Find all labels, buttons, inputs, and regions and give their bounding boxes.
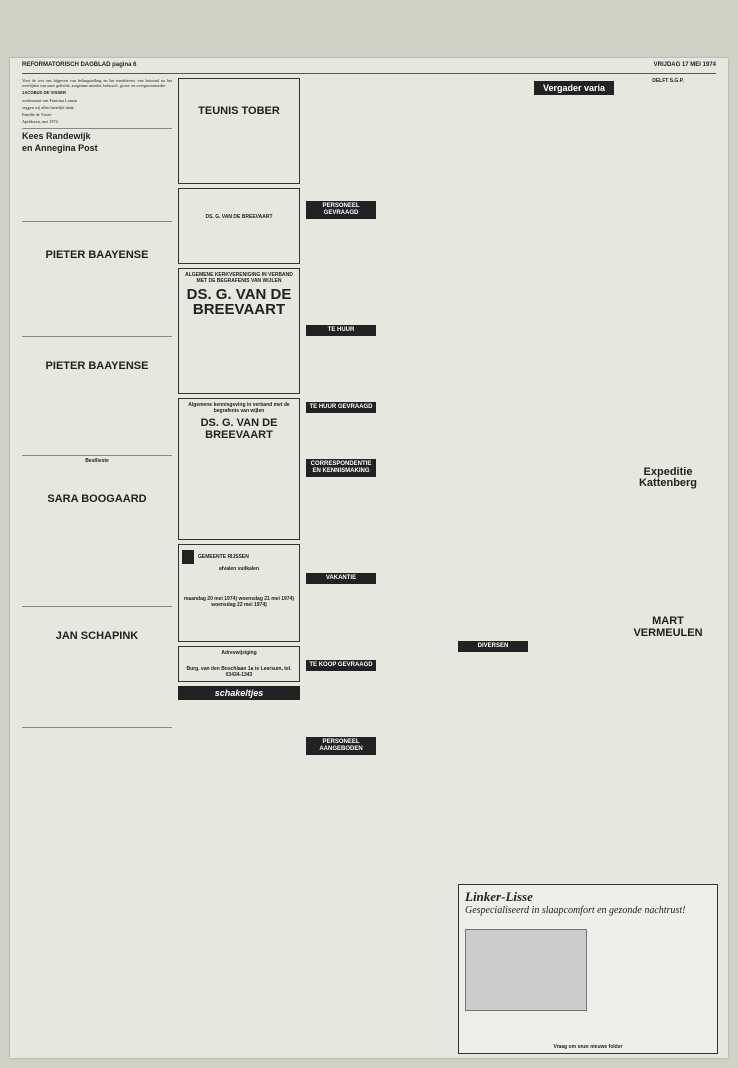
notice-heading-2: en Annegina Post	[22, 143, 98, 154]
notice-body	[22, 224, 172, 246]
section-personeel-aangeboden: PERSONEEL AANGEBODEN	[306, 737, 376, 755]
linker-lisse-ad	[458, 884, 718, 1054]
adres-heading: Adreswijziging	[221, 650, 257, 656]
classifieds-text	[306, 339, 376, 399]
notice-body	[182, 120, 296, 180]
gemeente-ad	[178, 544, 300, 642]
notice-subtext: weduwnaar van Francina Loman	[22, 97, 77, 103]
death-notice-1	[22, 224, 172, 337]
section-diversen: DIVERSEN	[458, 641, 528, 652]
classifieds-text	[306, 587, 376, 657]
notice-signature: Familie de Visser	[22, 112, 52, 118]
notice-body	[182, 220, 296, 260]
header-rule	[22, 73, 716, 74]
section-vakantie: VAKANTIE	[306, 573, 376, 584]
death-notice-2	[22, 339, 172, 456]
header-right: VRIJDAG 17 MEI 1974	[653, 62, 716, 68]
breevaart-notice-1	[178, 188, 300, 264]
notice-name: JAN SCHAPINK	[55, 630, 139, 643]
notice-heading: Algemene kennisgeving in verband met de begrafenis van wijlen	[188, 402, 290, 414]
notice-body	[22, 609, 172, 627]
notice-text: Voor de wet ons bijgeven van belangstelling en het medeleven, van betoond na het overlijden van onze geliefde, zorgzame moeder, behuwd-, groot- en overgrootmoeder	[22, 78, 172, 89]
notice-body	[22, 645, 172, 725]
section-corr: CORRESPONDENTIE EN KENNISMAKING	[306, 459, 376, 477]
classifieds-text	[458, 78, 528, 638]
birth-notice	[22, 131, 172, 222]
notice-name: PIETER BAAYENSE	[45, 249, 149, 262]
notice-body	[182, 82, 296, 102]
thanks-notice	[22, 78, 172, 129]
column-classifieds-1	[306, 78, 376, 1048]
death-notice-3	[22, 458, 172, 607]
breevaart-notice-2	[178, 268, 300, 394]
classifieds-text	[306, 416, 376, 456]
column-classifieds-2	[382, 78, 452, 1048]
section-te-koop-gevraagd: TE KOOP GEVRAAGD	[306, 660, 376, 671]
column-notices-2	[178, 78, 300, 1048]
notice-heading: ALGEMENE KERKVERENIGING IN VERBAND MET DE BEGRAFENIS VAN WIJLEN	[185, 272, 293, 284]
notice-body	[182, 656, 296, 666]
vergader-varia-heading: Vergader varia	[534, 81, 614, 95]
notice-name: DS. G. VAN DE BREEVAART	[186, 286, 292, 318]
notice-body	[182, 608, 296, 638]
classifieds-text	[458, 655, 528, 885]
linker-subtitle: Gespecialiseerd in slaapcomfort en gezonde nachtrust!	[465, 905, 686, 916]
notice-body	[182, 444, 296, 536]
classifieds-text	[306, 222, 376, 322]
gemeente-dates: maandag 20 mei 1974) woensdag 21 mei 1974) woensdag 22 mei 1974)	[183, 596, 295, 608]
death-notice-4	[22, 609, 172, 728]
classifieds-text	[178, 703, 300, 823]
notice-body	[182, 192, 296, 214]
expedi-heading: Expeditie Kattenberg	[638, 466, 698, 489]
notice-place: Apeldoorn, mei 1974	[22, 119, 58, 125]
gemeente-subtitle: afvalen vuilkalen	[218, 566, 260, 572]
crest-heading: DELFT S.G.P.	[652, 78, 684, 84]
ads-text	[620, 492, 716, 612]
breevaart-notice-3	[178, 398, 300, 540]
header-left: REFORMATORISCH DAGBLAD pagina 6	[22, 62, 137, 68]
linker-title: Linker-Lisse	[465, 889, 533, 904]
mart-heading: MART VERMEULEN	[633, 615, 703, 639]
notice-body	[22, 155, 172, 219]
notice-body	[22, 464, 172, 490]
notice-body	[182, 572, 296, 596]
notice-name: SARA BOOGAARD	[47, 493, 147, 506]
classifieds-text	[306, 480, 376, 570]
gemeente-name: GEMEENTE RIJSSEN	[198, 554, 249, 560]
linker-footer: Vraag om onze nieuwe folder	[553, 1044, 623, 1050]
column-family-notices	[22, 78, 172, 1048]
teunis-notice	[178, 78, 300, 184]
notice-heading: Kees Randewijk	[22, 131, 91, 142]
section-te-huur-gevraagd: TE HUUR GEVRAAGD	[306, 402, 376, 413]
church-text	[620, 84, 716, 464]
notice-name: PIETER BAAYENSE	[45, 360, 149, 373]
section-te-huur: TE HUUR	[306, 325, 376, 336]
classifieds-text	[306, 674, 376, 734]
linker-text	[591, 929, 711, 1009]
notice-name: TEUNIS TOBER	[198, 105, 280, 117]
schakeltjes-banner: schakeltjes	[178, 686, 300, 700]
gemeente-header	[182, 550, 296, 564]
classifieds-text	[306, 78, 376, 198]
classifieds-text	[306, 758, 376, 818]
notice-body	[182, 320, 296, 390]
notice-name: DS. G. VAN DE BREEVAART	[205, 214, 273, 220]
section-personeel: PERSONEEL GEVRAAGD	[306, 201, 376, 219]
gemeente-logo-icon	[182, 550, 194, 564]
notice-body	[22, 375, 172, 453]
adres-ad	[178, 646, 300, 682]
classifieds-text	[382, 78, 452, 978]
notice-body	[22, 508, 172, 604]
ads-text	[620, 642, 716, 682]
adres-address: Burg. van den Boschlaan 1a te Leersum, tel. 03434-1343	[186, 666, 292, 678]
notice-body	[22, 264, 172, 334]
church-text	[534, 98, 614, 818]
notice-name: JACOBUS DE VISSER	[22, 90, 66, 96]
notice-thanks: zeggen wij allen hartelijk dank.	[22, 104, 75, 110]
linker-image	[465, 929, 587, 1011]
notice-name: DS. G. VAN DE BREEVAART	[200, 417, 278, 441]
page-header	[22, 62, 716, 72]
notice-body	[22, 339, 172, 357]
notice-heading: Bestlieste	[85, 458, 109, 465]
newspaper-page	[10, 58, 728, 1058]
